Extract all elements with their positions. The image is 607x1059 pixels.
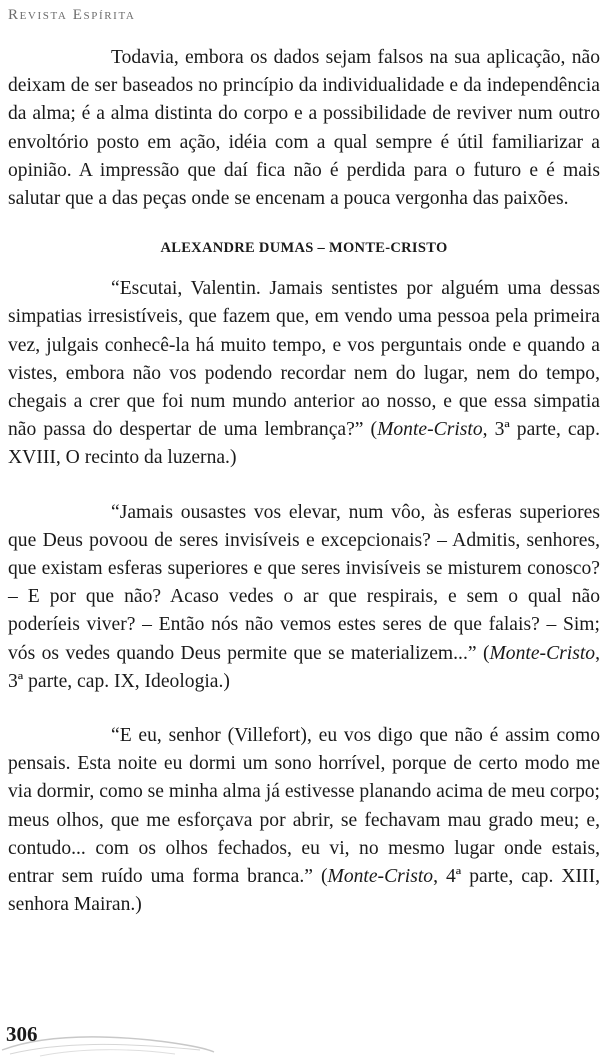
citation-detail: , 3ª parte, cap. XVIII, O recinto da luzerna.) <box>8 419 600 469</box>
citation-source-title: Monte-Cristo <box>327 866 434 888</box>
citation-open: ( <box>312 866 328 888</box>
quote-text: “Escutai, Valentin. Jamais sentistes por alguém uma dessas simpatias irresistíveis, que fazem que, em vendo uma pessoa pela primeira vez, julgais conhecê-la há muito tempo, e vos perguntais onde e quando a vistes, embora não vos podendo recordar nem do lugar, nem do tempo, chegais a crer que foi num mundo anterior ao nosso, e que essa simpatia não passa do despertar de uma lembrança?” <box>8 278 600 441</box>
intro-paragraph: Todavia, embora os dados sejam falsos na sua aplicação, não deixam de ser baseados no princípio da individualidade e da independência da alma; é a alma distinta do corpo e a possibilidade de reviver num outro envoltório posto em ação, idéia com a qual sempre é útil familiarizar a opinião. A impressão que daí fica não é perdida para o futuro e é mais salutar que a das peças onde se encenam a pouca vergonha das paixões. <box>8 47 600 210</box>
page-body <box>8 44 600 919</box>
quote-text: “E eu, senhor (Villefort), eu vos digo que não é assim como pensais. Esta noite eu dormi um sono horrível, porque de certo modo me via dormir, como se minha alma já estivesse planando acima de meu corpo; meus olhos, que me esforçava por abrir, se fechavam mau grado meu; e, contudo... com os olhos fechados, eu vi, no mesmo lugar onde estais, entrar sem ruído uma forma branca.” <box>8 725 600 888</box>
paragraph-gap <box>8 473 600 499</box>
paragraph-gap <box>8 696 600 722</box>
citation-detail: , 4ª parte, cap. XIII, senhora Mairan.) <box>8 866 600 916</box>
quote-paragraph-2 <box>8 499 600 696</box>
quote-paragraph-3 <box>8 722 600 919</box>
citation-open: ( <box>363 419 378 441</box>
quote-text: “Jamais ousastes vos elevar, num vôo, às esferas superiores que Deus povoou de seres invisíveis e excepcionais? – Admitis, senhores, que existam esferas superiores e que seres invisíveis se misturem conosco? – E por que não? Acaso vedes o ar que respirais, e sem o qual não poderíeis viver? – Então nós não vemos estes seres de que falais? – Sim; vós os vedes quando Deus permite que se materializem...” <box>8 501 600 664</box>
citation-source-title: Monte-Cristo <box>377 419 483 441</box>
citation-open: ( <box>476 642 490 664</box>
section-title: ALEXANDRE DUMAS – MONTE-CRISTO <box>160 240 448 257</box>
quote-paragraph-1 <box>8 275 600 472</box>
citation-source-title: Monte-Cristo <box>489 642 596 664</box>
page-number: 306 <box>6 1022 38 1046</box>
running-header: Revista Espírita <box>8 7 136 23</box>
citation-detail: , 3ª parte, cap. IX, Ideologia.) <box>8 642 600 692</box>
